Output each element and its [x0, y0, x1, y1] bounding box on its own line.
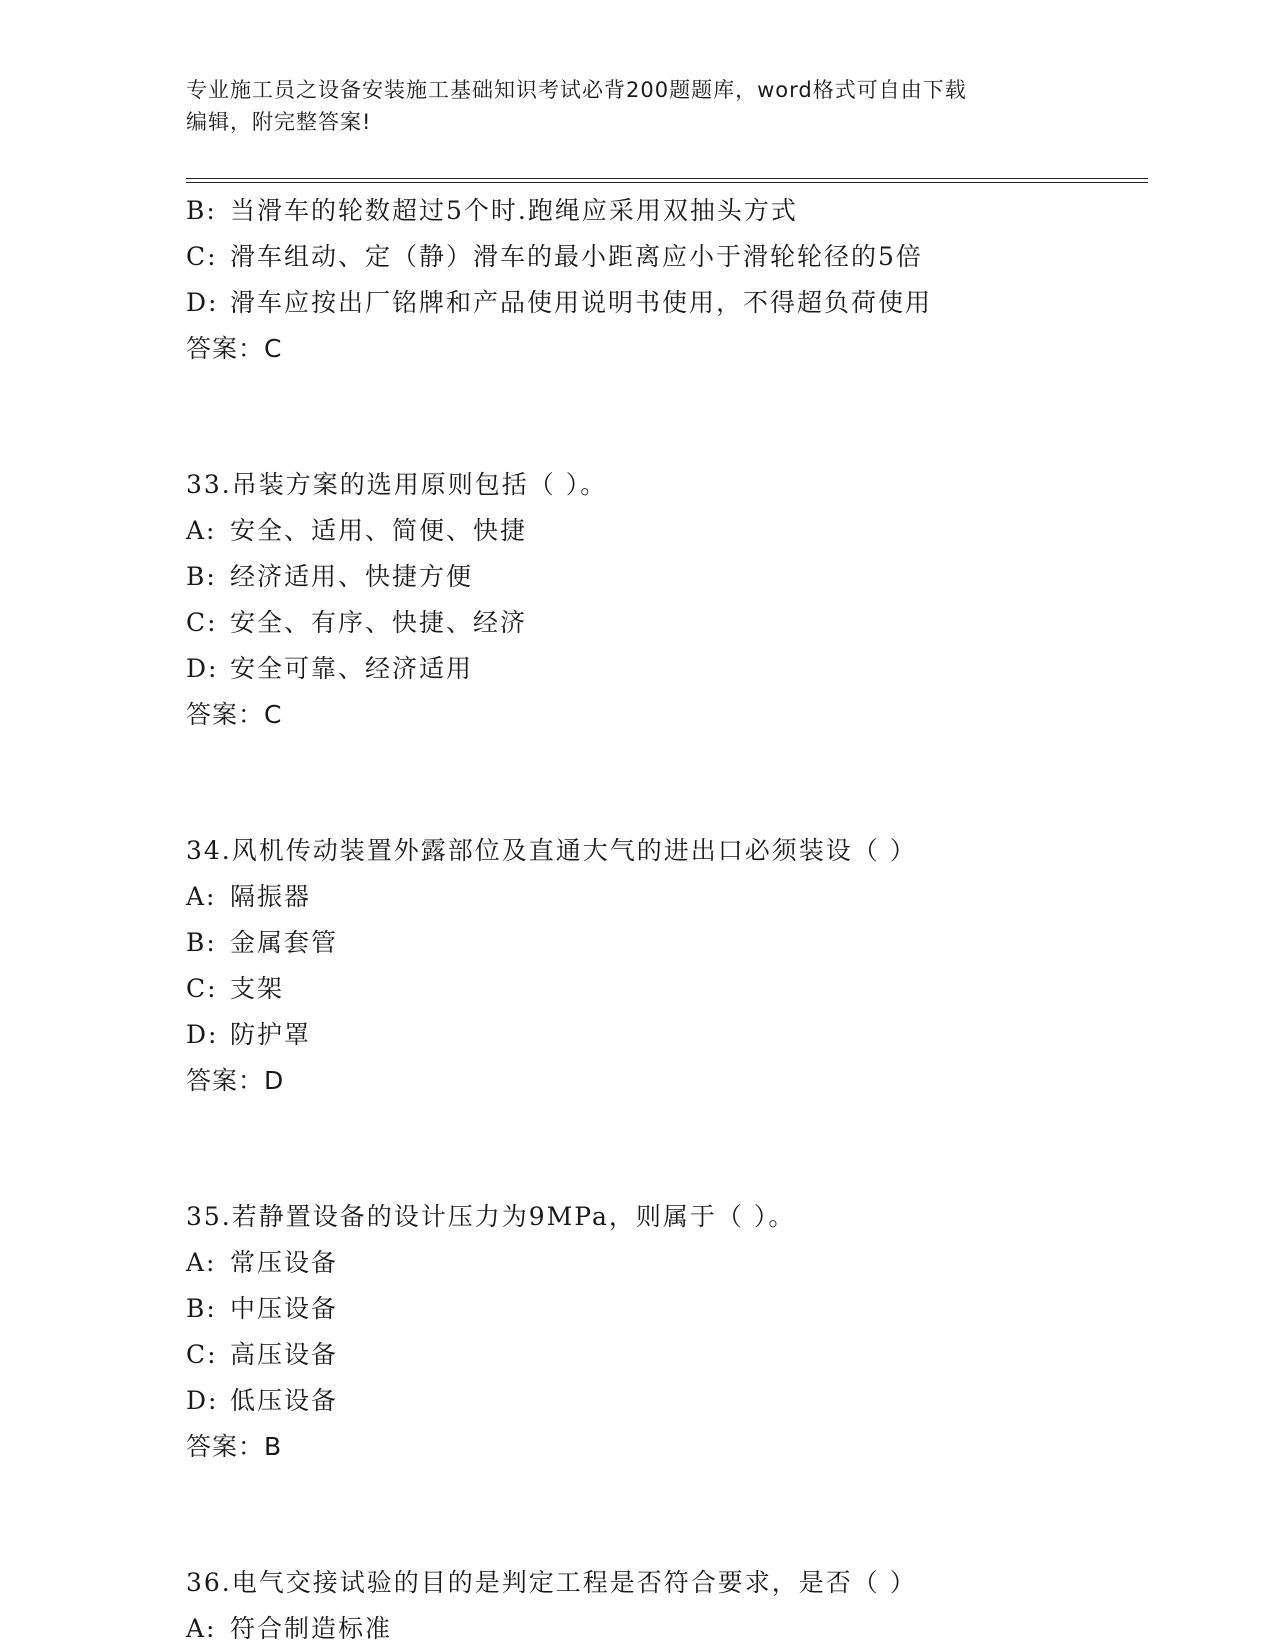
option-key: C:: [186, 1340, 218, 1369]
question-title: 35.若静置设备的设计压力为9MPa，则属于（ ）。: [186, 1202, 796, 1231]
option-text: 金属套管: [230, 928, 339, 957]
question-32: [186, 188, 1166, 372]
option-c: [186, 966, 1166, 1012]
option-text: 经济适用、快捷方便: [230, 562, 474, 591]
option-key: D:: [186, 1020, 219, 1049]
question-title: 33.吊装方案的选用原则包括（ ）。: [186, 470, 608, 499]
option-text: 支架: [230, 974, 285, 1003]
option-b: [186, 554, 1166, 600]
option-c: [186, 600, 1166, 646]
question-34: [186, 828, 1166, 1104]
option-key: B:: [186, 562, 217, 591]
option-c: [186, 234, 1166, 280]
spacer: [186, 1104, 1166, 1194]
option-key: D:: [186, 654, 219, 683]
question-title: 34.风机传动装置外露部位及直通大气的进出口必须装设（ ）: [186, 836, 917, 865]
option-text: 安全、有序、快捷、经济: [230, 608, 528, 637]
option-text: 低压设备: [230, 1386, 339, 1415]
option-b: [186, 1286, 1166, 1332]
option-key: C:: [186, 974, 218, 1003]
spacer: [186, 372, 1166, 462]
answer: 答案：C: [186, 334, 283, 363]
spacer: [186, 738, 1166, 828]
header-line-1: 专业施工员之设备安装施工基础知识考试必背200题题库，word格式可自由下载: [186, 78, 967, 102]
question-title: 36.电气交接试验的目的是判定工程是否符合要求，是否（ ）: [186, 1568, 917, 1597]
option-text: 滑车应按出厂铭牌和产品使用说明书使用，不得超负荷使用: [230, 288, 933, 317]
option-d: [186, 1012, 1166, 1058]
document-header: [186, 74, 1086, 138]
option-key: B:: [186, 928, 217, 957]
option-text: 当滑车的轮数超过5个时.跑绳应采用双抽头方式: [230, 196, 798, 225]
option-text: 常压设备: [230, 1248, 339, 1277]
option-b: [186, 188, 1166, 234]
option-key: A:: [186, 1248, 217, 1277]
option-key: D:: [186, 288, 219, 317]
option-text: 安全可靠、经济适用: [230, 654, 474, 683]
option-a: [186, 508, 1166, 554]
option-text: 安全、适用、简便、快捷: [230, 516, 528, 545]
header-divider-bottom: [186, 182, 1148, 183]
option-key: A:: [186, 516, 217, 545]
option-text: 高压设备: [230, 1340, 339, 1369]
question-36: [186, 1560, 1166, 1652]
option-key: A:: [186, 882, 217, 911]
option-key: C:: [186, 242, 218, 271]
option-text: 隔振器: [230, 882, 312, 911]
option-text: 滑车组动、定（静）滑车的最小距离应小于滑轮轮径的5倍: [230, 242, 923, 271]
option-text: 中压设备: [230, 1294, 339, 1323]
header-divider-top: [186, 178, 1148, 179]
question-33: [186, 462, 1166, 738]
answer: 答案：B: [186, 1432, 283, 1461]
option-d: [186, 646, 1166, 692]
option-text: 符合制造标准: [230, 1614, 393, 1643]
question-list: [186, 188, 1166, 1652]
option-b: [186, 920, 1166, 966]
option-d: [186, 1378, 1166, 1424]
question-35: [186, 1194, 1166, 1470]
answer: 答案：C: [186, 700, 283, 729]
answer: 答案：D: [186, 1066, 285, 1095]
option-c: [186, 1332, 1166, 1378]
option-key: A:: [186, 1614, 217, 1643]
option-text: 防护罩: [230, 1020, 312, 1049]
option-key: C:: [186, 608, 218, 637]
option-a: [186, 1606, 1166, 1652]
spacer: [186, 1470, 1166, 1560]
option-key: B:: [186, 1294, 217, 1323]
option-a: [186, 874, 1166, 920]
header-line-2: 编辑，附完整答案!: [186, 110, 372, 134]
option-key: B:: [186, 196, 217, 225]
option-d: [186, 280, 1166, 326]
option-key: D:: [186, 1386, 219, 1415]
option-a: [186, 1240, 1166, 1286]
